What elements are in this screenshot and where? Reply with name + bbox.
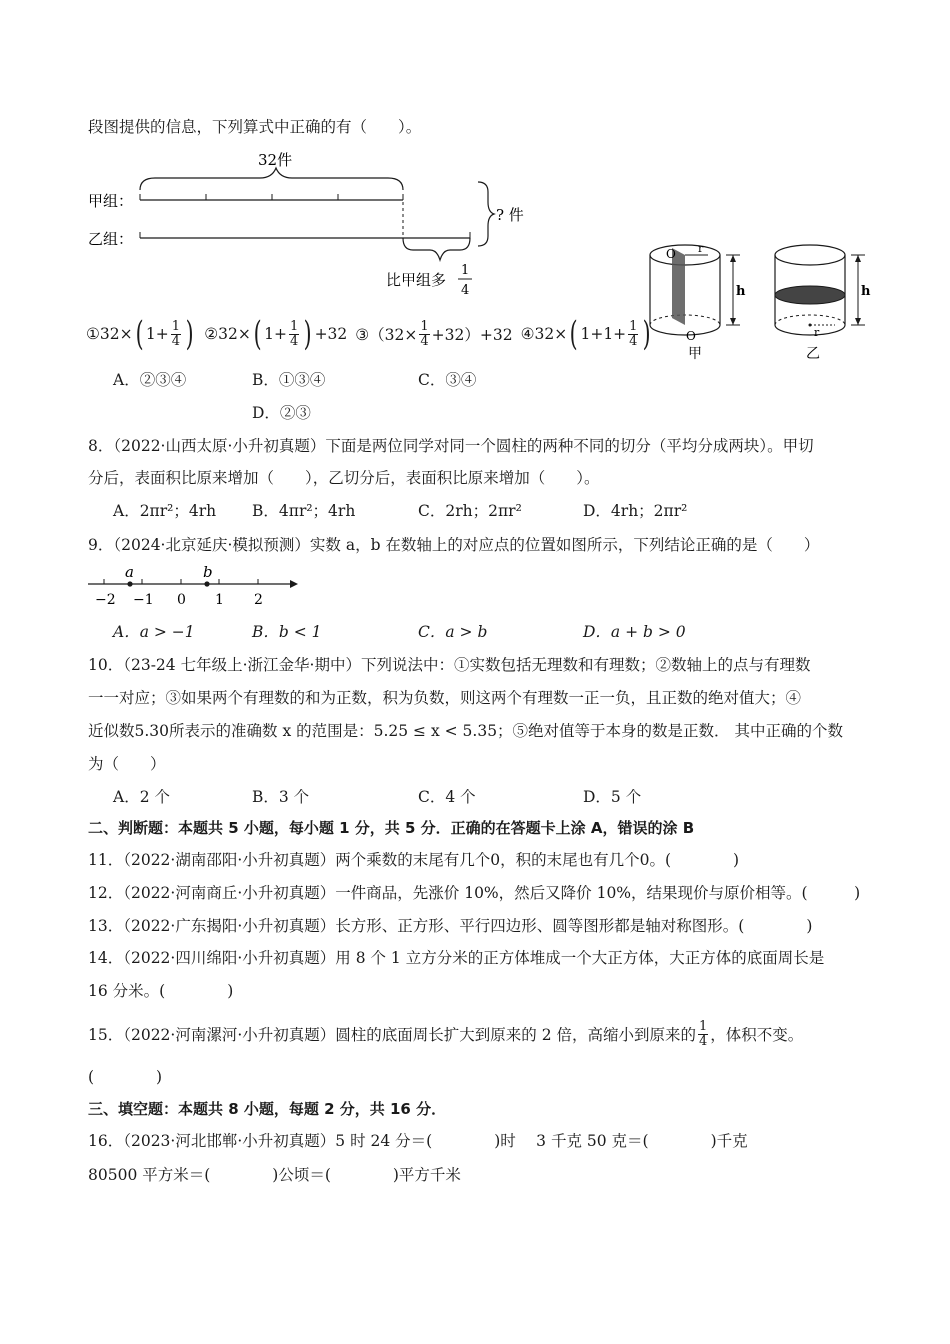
cyl-h1: h [736,284,746,299]
expr3-b: +32）+32 [431,326,513,344]
expr1-prefix: ①32× [86,325,133,343]
q10-option-c: C．4 个 [418,788,476,806]
expr3-a: ③（32× [355,326,418,344]
expressions-row: ①32× ( 1+ $\frac{1}{4}$ ) ②32× ( 1+ $\frac{1}{4}$ ) +32 ③（32× $\frac{1}{4}$ +32）+32 ④32× ( 1+1+ $\frac{1}{4}$ ) [86,314,652,354]
q15-text: 15．（2022·河南漯河·小升初真题）圆柱的底面周长扩大到原来的 2 倍，高缩小到原来的 [88,1026,696,1044]
fraction: $\frac{1}{4}$ [629,318,638,349]
tick-label: 1 [215,592,224,608]
more-frac-num: 1 [461,263,470,278]
tick-label: −1 [133,592,154,608]
q10-option-d: D．5 个 [583,788,642,806]
expr1-inner: 1+ [145,325,169,343]
expr2-inner: 1+ [264,325,288,343]
cyl-r2: r [814,326,820,339]
cyl-jia-label: 甲 [688,346,702,362]
q9-option-c: C．a > b [418,623,488,641]
q9-option-a: A．a > −1 [113,623,195,641]
q14-line1: 14．（2022·四川绵阳·小升初真题）用 8 个 1 立方分米的正方体堆成一个大正方体，大正方体的底面周长是 [88,949,825,967]
q15-row [88,1014,803,1054]
q10-option-b: B．3 个 [252,788,310,806]
expr4-inner: 1+1+ [580,325,627,343]
q10-option-a: A．2 个 [113,788,170,806]
expr4-prefix: ④32× [520,325,568,343]
yi-label: 乙组： [88,230,134,248]
q8-line2: 分后，表面积比原来增加（ ），乙切分后，表面积比原来增加（ ）。 [88,469,600,487]
fraction: $\frac{1}{4}$ [290,318,299,349]
axis-point-a: a [125,563,134,581]
q10-line2: 一一对应；③如果两个有理数的和为正数，积为负数，则这两个有理数一正一负，且正数的绝对值大；④ [88,689,802,707]
expr2-suffix: +32 [314,325,348,343]
section3-title: 三、填空题：本题共 8 小题，每题 2 分，共 16 分． [88,1100,447,1118]
q15-blank: ( ) [88,1068,163,1086]
q12: 12．（2022·河南商丘·小升初真题）一件商品，先涨价 10%，然后又降价 10%，结果现价与原价相等。( ) [88,884,861,902]
q8-option-a: A．2πr²；4rh [113,502,217,520]
q15-fraction: $\frac{1}{4}$ [699,1018,708,1049]
jia-label: 甲组： [88,192,134,210]
q9-option-d: D．a + b > 0 [583,623,686,641]
q10-line1: 10．（23-24 七年级上·浙江金华·期中）下列说法中：①实数包括无理数和有理数；②数轴上的点与有理数 [88,656,811,674]
q8-line1: 8．（2022·山西太原·小升初真题）下面是两位同学对同一个圆柱的两种不同的切分（平均分成两块）。甲切 [88,437,814,455]
q14-line2: 16 分米。( ) [88,982,234,1000]
cyl-r-top: r [698,242,704,255]
q9-line1: 9．（2024·北京延庆·模拟预测）实数 a，b 在数轴上的对应点的位置如图所示，下列结论正确的是（ ） [88,536,820,554]
q7-option-a: A．②③④ [113,371,187,389]
q10-line4: 为（ ） [88,755,166,773]
q7-option-b: B．①③④ [252,371,326,389]
section2-title: 二、判断题：本题共 5 小题，每小题 1 分，共 5 分．正确的在答题卡上涂 A，错误的涂 B [88,819,695,837]
expr2-prefix: ②32× [204,325,251,343]
bar-top-label: 32件 [258,151,293,169]
more-label: 比甲组多 [386,271,447,289]
fraction: $\frac{1}{4}$ [420,318,429,349]
tick-label: 0 [177,592,186,608]
q15-tail: ，体积不变。 [710,1026,804,1044]
number-line [86,562,306,612]
q11: 11．（2022·湖南邵阳·小升初真题）两个乘数的末尾有几个0，积的末尾也有几个0。( ) [88,851,740,869]
cyl-o-top: O [666,247,676,261]
question-label: ? 件 [496,206,524,224]
q10-line3: 近似数5.30所表示的准确数 x 的范围是：5.25 ≤ x < 5.35；⑤绝对值等于本身的数是正数． 其中正确的个数 [88,722,843,740]
bar-diagram [80,140,540,305]
tick-label: 2 [254,592,263,608]
cyl-o-bottom: O [686,329,696,343]
cylinders-figure [640,240,880,370]
q7-option-d: D．②③ [252,404,311,422]
q13: 13．（2022·广东揭阳·小升初真题）长方形、正方形、平行四边形、圆等图形都是轴对称图形。( ) [88,917,813,935]
q7-option-c: C．③④ [418,371,477,389]
cyl-yi-label: 乙 [806,346,820,362]
cyl-h2: h [861,284,871,299]
q9-option-b: B．b < 1 [252,623,322,641]
tick-label: −2 [95,592,116,608]
intro-line: 段图提供的信息，下列算式中正确的有（ ）。 [88,118,422,136]
axis-point-b: b [203,563,213,581]
more-frac-den: 4 [461,283,470,298]
q8-option-b: B．4πr²；4rh [252,502,356,520]
q8-option-d: D．4rh；2πr² [583,502,688,520]
q8-option-c: C．2rh；2πr² [418,502,522,520]
fraction: $\frac{1}{4}$ [171,318,181,349]
q16-line1: 16．（2023·河北邯郸·小升初真题）5 时 24 分＝( )时 3 千克 50 克＝( )千克 [88,1132,748,1150]
q16-line2: 80500 平方米＝( )公顷＝( )平方千米 [88,1166,461,1184]
